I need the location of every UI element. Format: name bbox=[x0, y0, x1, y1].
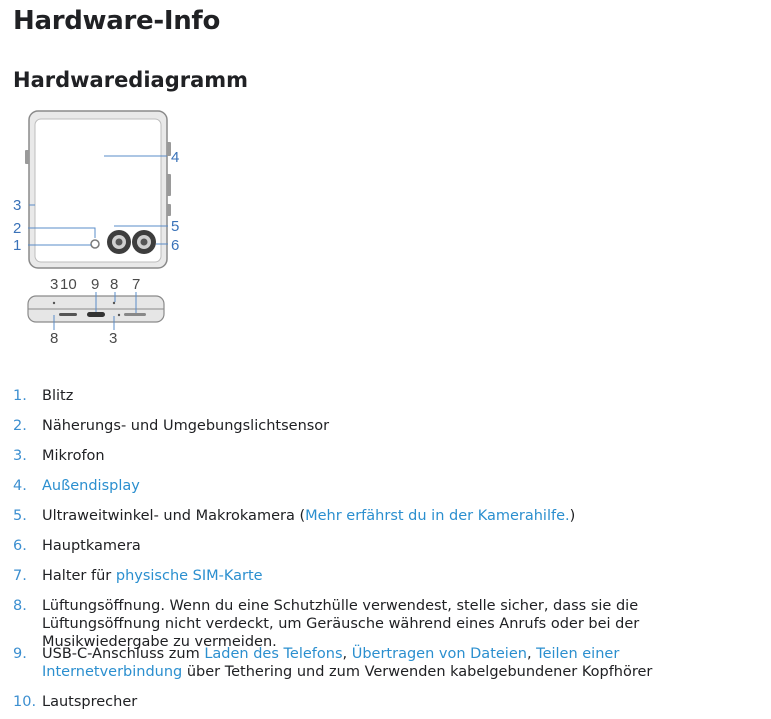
edge-label-3: 3 bbox=[50, 276, 59, 293]
edge-label-8-bottom: 8 bbox=[50, 330, 59, 347]
callout-2: 2 bbox=[13, 220, 22, 237]
item-number: 3. bbox=[13, 448, 27, 464]
item-text: Ultraweitwinkel- und Makrokamera (Mehr erfährst du in der Kamerahilfe.) bbox=[42, 508, 576, 524]
item-text: Blitz bbox=[42, 388, 74, 404]
callout-1: 1 bbox=[13, 237, 22, 254]
item-text: Lautsprecher bbox=[42, 694, 138, 710]
section-title: Hardwarediagramm bbox=[13, 68, 249, 92]
edge-label-9: 9 bbox=[91, 276, 100, 293]
link-internetverbindung[interactable]: Teilen einer Internetverbindung bbox=[42, 646, 620, 680]
item-number: 6. bbox=[13, 538, 27, 554]
item-number: 8. bbox=[13, 598, 27, 614]
item-text: Näherungs- und Umgebungslichtsensor bbox=[42, 418, 330, 434]
link-laden[interactable]: Laden des Telefons bbox=[204, 646, 343, 662]
callout-6: 6 bbox=[171, 237, 180, 254]
link-sim-karte[interactable]: physische SIM-Karte bbox=[115, 568, 263, 584]
callout-4: 4 bbox=[171, 149, 180, 166]
item-text: Mikrofon bbox=[42, 448, 105, 464]
hardware-diagram bbox=[8, 108, 208, 348]
item-number: 9. bbox=[13, 646, 27, 662]
edge-label-8: 8 bbox=[110, 276, 119, 293]
item-text: Lüftungsöffnung. Wenn du eine Schutzhülle verwendest, stelle sicher, dass sie die Lüftungsöffnung nicht verdeckt, um Geräusche während eines Anrufs oder bei der Musikwiedergabe zu vermeiden. bbox=[42, 598, 640, 650]
edge-label-10: 10 bbox=[60, 276, 77, 293]
item-text bbox=[42, 477, 757, 495]
item-number: 10. bbox=[13, 694, 37, 710]
main-camera-icon bbox=[132, 230, 156, 254]
ultrawide-camera-icon bbox=[107, 230, 131, 254]
edge-label-7: 7 bbox=[132, 276, 141, 293]
item-text: USB-C-Anschluss zum Laden des Telefons, Übertragen von Dateien, Teilen einer Internetverbindung über Tethering und zum Verwenden kabelgebundener Kopfhörer bbox=[42, 646, 653, 680]
item-number: 2. bbox=[13, 418, 27, 434]
item-number: 7. bbox=[13, 568, 27, 584]
page-title: Hardware-Info bbox=[13, 6, 221, 36]
item-text: Halter für physische SIM-Karte bbox=[42, 568, 263, 584]
edge-label-3-bottom: 3 bbox=[109, 330, 118, 347]
phone-edge-illustration bbox=[28, 292, 164, 330]
flash-icon bbox=[91, 240, 99, 248]
callout-5: 5 bbox=[171, 218, 180, 235]
item-number: 5. bbox=[13, 508, 27, 524]
link-aussendisplay[interactable]: Außendisplay bbox=[42, 478, 140, 494]
callout-3: 3 bbox=[13, 197, 22, 214]
item-text: Hauptkamera bbox=[42, 538, 141, 554]
link-dateien[interactable]: Übertragen von Dateien bbox=[351, 646, 527, 662]
link-kamerahilfe[interactable]: Mehr erfährst du in der Kamerahilfe. bbox=[305, 508, 570, 524]
item-number: 1. bbox=[13, 388, 27, 404]
phone-front-illustration bbox=[25, 111, 171, 268]
item-number: 4. bbox=[13, 478, 27, 494]
